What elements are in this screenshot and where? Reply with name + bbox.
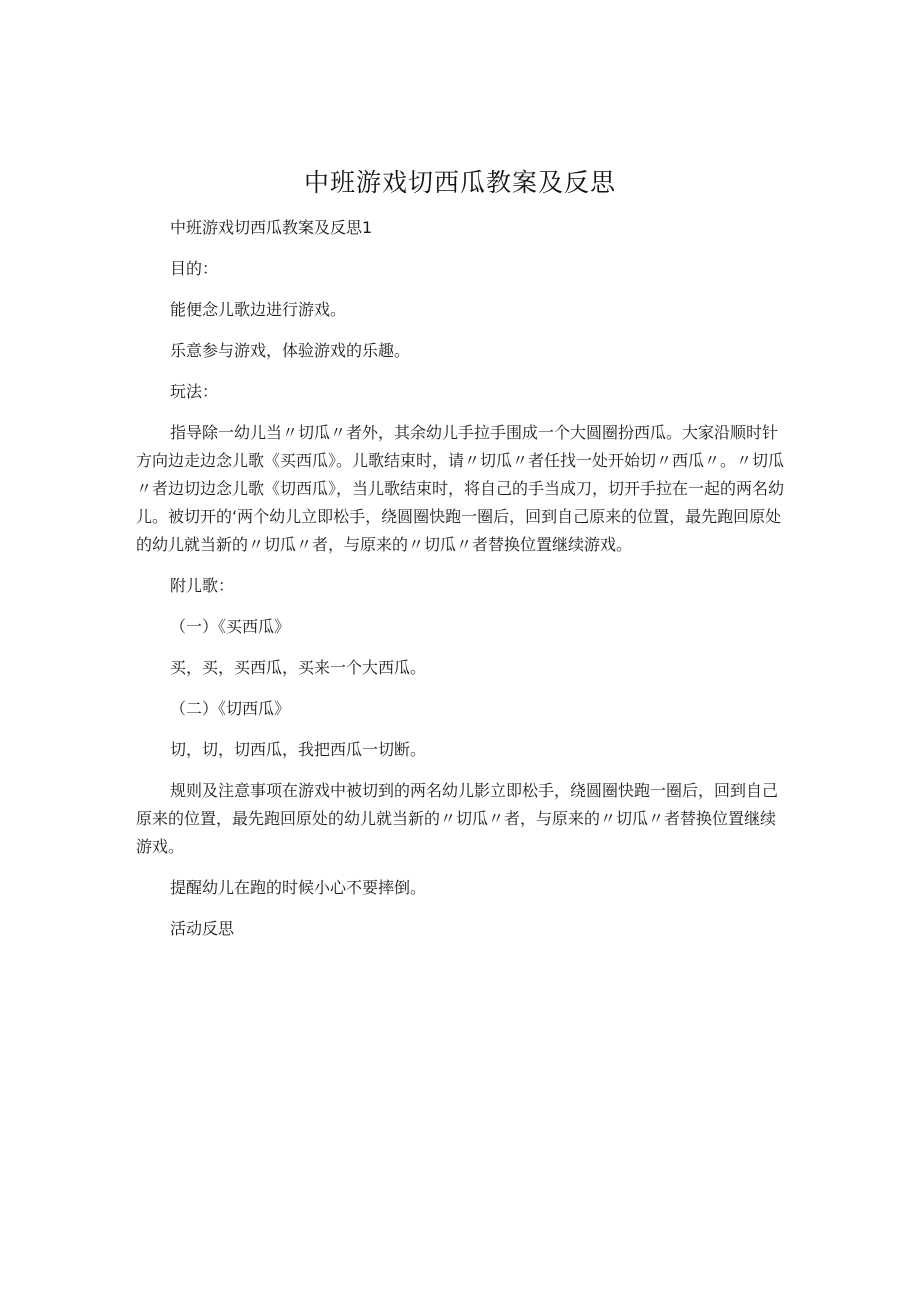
paragraph-rhyme-1-text: 买，买，买西瓜，买来一个大西瓜。 — [170, 658, 427, 677]
paragraph-rules-body: 指导除一幼儿当〃切瓜〃者外，其余幼儿手拉手围成一个大圆圈扮西瓜。大家沿顺时针方向边走边念儿歌《买西瓜》。儿歌结束时，请〃切瓜〃者任找一处开始切〃西瓜〃。〃切瓜〃者边切边念儿歌《切西瓜》，当儿歌结束时，将自己的手当成刀，切开手拉在一起的两名幼儿。被切开的‘两个幼儿立即松手，绕圆圈快跑一圈后，回到自己原来的位置，最先跑回原处的幼儿就当新的〃切瓜〃者，与原来的〃切瓜〃者替换位置继续游戏。 — [136, 423, 785, 554]
paragraph-purpose-2: 乐意参与游戏，体验游戏的乐趣。 — [170, 341, 411, 360]
paragraph-reflection-heading: 活动反思 — [170, 919, 235, 938]
section-heading: 中班游戏切西瓜教案及反思1 — [170, 218, 373, 237]
paragraph-rhyme-1-title: （一）《买西瓜》 — [170, 617, 291, 636]
paragraph-notes: 规则及注意事项在游戏中被切到的两名幼儿影立即松手，绕圆圈快跑一圈后，回到自己原来的位置，最先跑回原处的幼儿就当新的〃切瓜〃者，与原来的〃切瓜〃者替换位置继续游戏。 — [136, 781, 779, 856]
document-body — [136, 214, 786, 956]
document-title: 中班游戏切西瓜教案及反思 — [303, 168, 616, 197]
paragraph-purpose-label: 目的： — [170, 259, 219, 278]
paragraph-purpose-1: 能便念儿歌边进行游戏。 — [170, 300, 347, 319]
paragraph-rhymes-label: 附儿歌： — [170, 576, 235, 595]
paragraph-rhyme-2-text: 切，切，切西瓜，我把西瓜一切断。 — [170, 740, 427, 759]
paragraph-safety-reminder: 提醒幼儿在跑的时候小心不要摔倒。 — [170, 878, 427, 897]
paragraph-rules-label: 玩法： — [170, 382, 219, 401]
paragraph-rhyme-2-title: （二）《切西瓜》 — [170, 699, 291, 718]
